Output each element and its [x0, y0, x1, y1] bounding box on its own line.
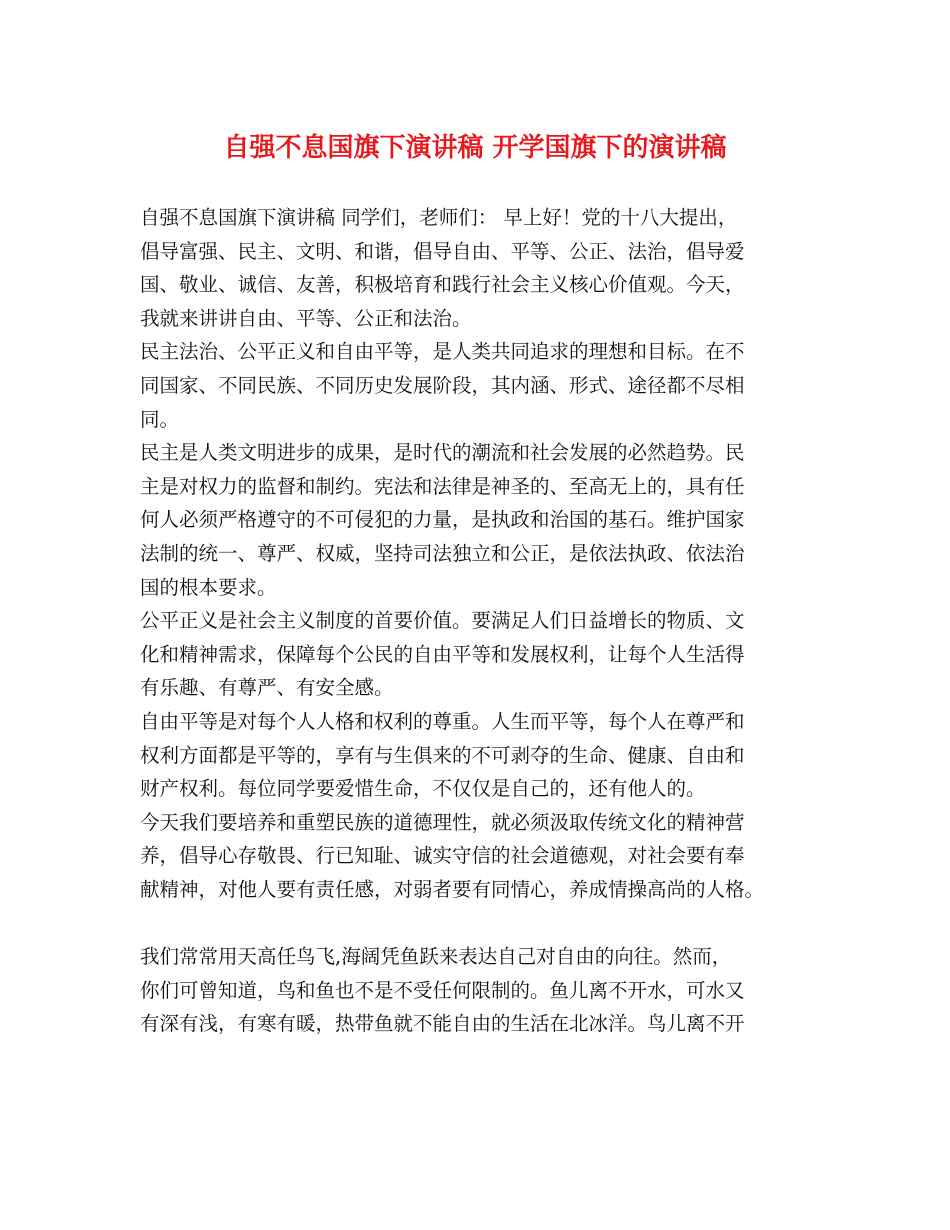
text-line: 公平正义是社会主义制度的首要价值。要满足人们日益增长的物质、文 — [140, 609, 745, 633]
text-line: 法制的统一、尊严、权威，坚持司法独立和公正，是依法执政、依法治 — [140, 541, 745, 565]
text-line: 民主法治、公平正义和自由平等，是人类共同追求的理想和目标。在不 — [140, 340, 745, 364]
text-line: 国的根本要求。 — [140, 575, 277, 599]
text-line: 化和精神需求，保障每个公民的自由平等和发展权利，让每个人生活得 — [140, 642, 745, 666]
document-title: 自强不息国旗下演讲稿 开学国旗下的演讲稿 — [223, 133, 727, 163]
text-line: 今天我们要培养和重塑民族的道德理性，就必须汲取传统文化的精神营 — [140, 810, 745, 834]
text-line: 国、敬业、诚信、友善，积极培育和践行社会主义核心价值观。今天， — [140, 273, 745, 297]
text-line: 养，倡导心存敬畏、行已知耻、诚实守信的社会道德观，对社会要有奉 — [140, 844, 745, 868]
paragraph-1 — [140, 201, 830, 335]
text-line: 权利方面都是平等的，享有与生俱来的不可剥夺的生命、健康、自由和 — [140, 743, 745, 767]
text-line: 财产权利。每位同学要爱惜生命，不仅仅是自己的，还有他人的。 — [140, 777, 706, 801]
paragraph-gap — [140, 906, 830, 940]
paragraph-7 — [140, 940, 830, 1041]
text-line: 同国家、不同民族、不同历史发展阶段，其内涵、形式、途径都不尽相 — [140, 373, 745, 397]
document-body — [140, 201, 830, 1041]
text-line: 自由平等是对每个人人格和权利的尊重。人生而平等，每个人在尊严和 — [140, 709, 745, 733]
paragraph-2 — [140, 335, 830, 436]
text-line: 同。 — [140, 407, 180, 431]
text-line: 你们可曾知道，鸟和鱼也不是不受任何限制的。鱼儿离不开水，可水又 — [140, 978, 745, 1002]
paragraph-5 — [140, 705, 830, 806]
text-line: 自强不息国旗下演讲稿 同学们，老师们： 早上好！党的十八大提出， — [140, 206, 738, 229]
text-line: 倡导富强、民主、文明、和谐，倡导自由、平等、公正、法治，倡导爱 — [140, 239, 745, 263]
paragraph-6 — [140, 806, 830, 907]
text-line: 民主是人类文明进步的成果，是时代的潮流和社会发展的必然趋势。民 — [140, 441, 745, 465]
paragraph-4 — [140, 604, 830, 705]
text-line: 主是对权力的监督和制约。宪法和法律是神圣的、至高无上的，具有任 — [140, 474, 745, 498]
text-line: 何人必须严格遵守的不可侵犯的力量，是执政和治国的基石。维护国家 — [140, 508, 745, 532]
text-line: 献精神，对他人要有责任感，对弱者要有同情心，养成情操高尚的人格。 — [140, 877, 765, 901]
paragraph-3 — [140, 436, 830, 604]
text-line: 我们常常用天高任鸟飞,海阔凭鱼跃来表达自己对自由的向往。然而， — [140, 945, 732, 969]
text-line: 有深有浅，有寒有暖，热带鱼就不能自由的生活在北冰洋。鸟儿离不开 — [140, 1012, 745, 1036]
text-line: 有乐趣、有尊严、有安全感。 — [140, 676, 394, 700]
text-line: 我就来讲讲自由、平等、公正和法治。 — [140, 306, 472, 330]
